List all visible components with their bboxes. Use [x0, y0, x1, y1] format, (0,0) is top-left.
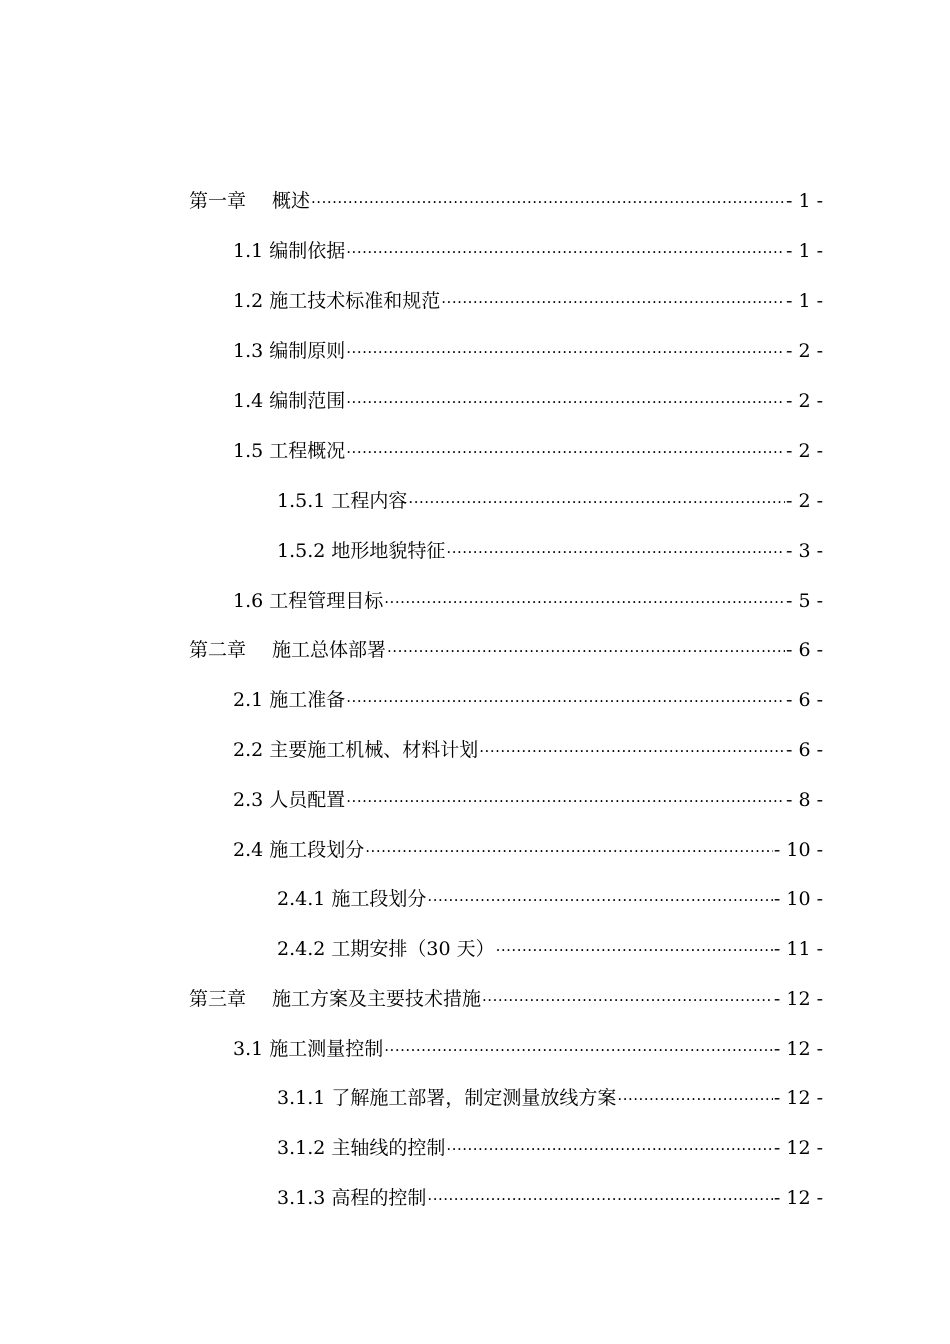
page-number: - 2 - — [785, 390, 823, 412]
section-number: 3.1.1 — [277, 1087, 326, 1109]
section-number: 1.5 — [233, 440, 264, 462]
toc-entry-label — [233, 739, 479, 761]
page-number: - 2 - — [785, 340, 823, 362]
toc-entry-2-2[interactable] — [233, 731, 823, 761]
page-number: - 12 - — [773, 1137, 823, 1159]
page-number: - 11 - — [773, 938, 823, 960]
toc-entry-label — [233, 340, 346, 362]
toc-entry-1-6[interactable] — [233, 582, 823, 612]
toc-entry-label — [233, 590, 384, 612]
toc-entry-chapter-3[interactable] — [189, 980, 823, 1010]
toc-entry-label — [233, 1038, 384, 1060]
toc-entry-3-1-3[interactable] — [277, 1179, 823, 1209]
section-number: 2.3 — [233, 789, 264, 811]
chapter-number: 第二章 — [189, 639, 247, 661]
toc-entry-label — [233, 240, 346, 262]
toc-entry-3-1-2[interactable] — [277, 1129, 823, 1159]
dot-leader — [384, 587, 785, 609]
page-number: - 12 - — [773, 1038, 823, 1060]
toc-entry-1-4[interactable] — [233, 382, 823, 412]
entry-title: 了解施工部署，制定测量放线方案 — [331, 1087, 617, 1109]
page-number: - 1 - — [785, 290, 823, 312]
dot-leader — [346, 686, 785, 708]
section-number: 3.1.3 — [277, 1187, 326, 1209]
entry-title: 人员配置 — [269, 789, 346, 811]
toc-entry-label — [277, 1187, 427, 1209]
section-number: 3.1.2 — [277, 1137, 326, 1159]
dot-leader — [427, 1184, 772, 1206]
toc-entry-label — [277, 1137, 446, 1159]
dot-leader — [365, 836, 773, 858]
page-number: - 12 - — [773, 1187, 823, 1209]
section-number: 2.4 — [233, 839, 264, 861]
toc-entry-1-2[interactable] — [233, 282, 823, 312]
dot-leader — [446, 537, 785, 559]
section-number: 3.1 — [233, 1038, 264, 1060]
section-number: 1.5.1 — [277, 490, 326, 512]
dot-leader — [346, 237, 785, 259]
chapter-number: 第一章 — [189, 190, 247, 212]
dot-leader — [441, 287, 785, 309]
page-number: - 10 - — [773, 839, 823, 861]
toc-entry-label — [277, 490, 408, 512]
entry-title: 工程管理目标 — [269, 590, 384, 612]
section-number: 1.3 — [233, 340, 264, 362]
entry-title: 地形地貌特征 — [331, 540, 446, 562]
toc-entry-2-4-1[interactable] — [277, 880, 823, 910]
toc-entry-label — [233, 839, 365, 861]
page-number: - 3 - — [785, 540, 823, 562]
toc-entry-2-4[interactable] — [233, 831, 823, 861]
section-number: 1.5.2 — [277, 540, 326, 562]
entry-title: 工程内容 — [331, 490, 408, 512]
section-number: 2.4.2 — [277, 938, 326, 960]
entry-title: 主轴线的控制 — [331, 1137, 446, 1159]
toc-entry-1-5[interactable] — [233, 432, 823, 462]
toc-entry-3-1[interactable] — [233, 1030, 823, 1060]
page-number: - 2 - — [785, 490, 823, 512]
toc-entry-label — [277, 938, 496, 960]
section-number: 1.2 — [233, 290, 264, 312]
dot-leader — [446, 1134, 772, 1156]
page-number: - 6 - — [785, 689, 823, 711]
toc-entry-label — [189, 988, 482, 1010]
dot-leader — [346, 337, 785, 359]
entry-title: 施工技术标准和规范 — [269, 290, 441, 312]
toc-entry-label — [233, 689, 346, 711]
page-number: - 10 - — [773, 888, 823, 910]
entry-title: 编制依据 — [269, 240, 346, 262]
dot-leader — [408, 487, 785, 509]
chapter-number: 第三章 — [189, 988, 247, 1010]
entry-title: 施工总体部署 — [272, 639, 387, 661]
entry-title: 施工准备 — [269, 689, 346, 711]
dot-leader — [346, 437, 785, 459]
entry-title: 施工方案及主要技术措施 — [272, 988, 482, 1010]
toc-entry-label — [233, 789, 346, 811]
toc-entry-1-3[interactable] — [233, 332, 823, 362]
page-number: - 8 - — [785, 789, 823, 811]
entry-title: 编制原则 — [269, 340, 346, 362]
toc-entry-label — [233, 440, 346, 462]
page-number: - 1 - — [785, 240, 823, 262]
dot-leader — [346, 786, 785, 808]
toc-entry-2-3[interactable] — [233, 781, 823, 811]
dot-leader — [311, 187, 785, 209]
page-number: - 12 - — [773, 988, 823, 1010]
toc-entry-1-1[interactable] — [233, 232, 823, 262]
toc-entry-label — [277, 540, 446, 562]
section-number: 1.4 — [233, 390, 264, 412]
section-number: 1.6 — [233, 590, 264, 612]
entry-title: 工程概况 — [269, 440, 346, 462]
section-number: 1.1 — [233, 240, 264, 262]
page-number: - 6 - — [785, 739, 823, 761]
page-number: - 5 - — [785, 590, 823, 612]
entry-title: 施工测量控制 — [269, 1038, 384, 1060]
toc-entry-label — [233, 290, 441, 312]
toc-entry-label — [277, 1087, 617, 1109]
page-number: - 6 - — [785, 639, 823, 661]
toc-entry-label — [189, 190, 311, 212]
entry-title: 高程的控制 — [331, 1187, 427, 1209]
toc-entry-2-1[interactable] — [233, 681, 823, 711]
entry-title: 概述 — [272, 190, 311, 212]
dot-leader — [346, 387, 785, 409]
dot-leader — [384, 1035, 773, 1057]
dot-leader — [617, 1084, 772, 1106]
toc-entry-chapter-1[interactable] — [189, 182, 823, 212]
toc-entry-label — [277, 888, 427, 910]
toc-entry-1-5-1[interactable] — [277, 482, 823, 512]
toc-entry-label — [233, 390, 346, 412]
dot-leader — [387, 636, 785, 658]
entry-title: 工期安排（30 天） — [331, 938, 495, 960]
entry-title: 施工段划分 — [331, 888, 427, 910]
dot-leader — [482, 985, 773, 1007]
toc-entry-chapter-2[interactable] — [189, 631, 823, 661]
entry-title: 施工段划分 — [269, 839, 365, 861]
dot-leader — [427, 885, 772, 907]
dot-leader — [496, 935, 773, 957]
page-number: - 2 - — [785, 440, 823, 462]
section-number: 2.2 — [233, 739, 264, 761]
entry-title: 主要施工机械、材料计划 — [269, 739, 479, 761]
dot-leader — [479, 736, 785, 758]
page-number: - 1 - — [785, 190, 823, 212]
toc-entry-3-1-1[interactable] — [277, 1079, 823, 1109]
toc-entry-1-5-2[interactable] — [277, 532, 823, 562]
page-number: - 12 - — [773, 1087, 823, 1109]
section-number: 2.1 — [233, 689, 264, 711]
toc-entry-label — [189, 639, 387, 661]
entry-title: 编制范围 — [269, 390, 346, 412]
section-number: 2.4.1 — [277, 888, 326, 910]
toc-entry-2-4-2[interactable] — [277, 930, 823, 960]
